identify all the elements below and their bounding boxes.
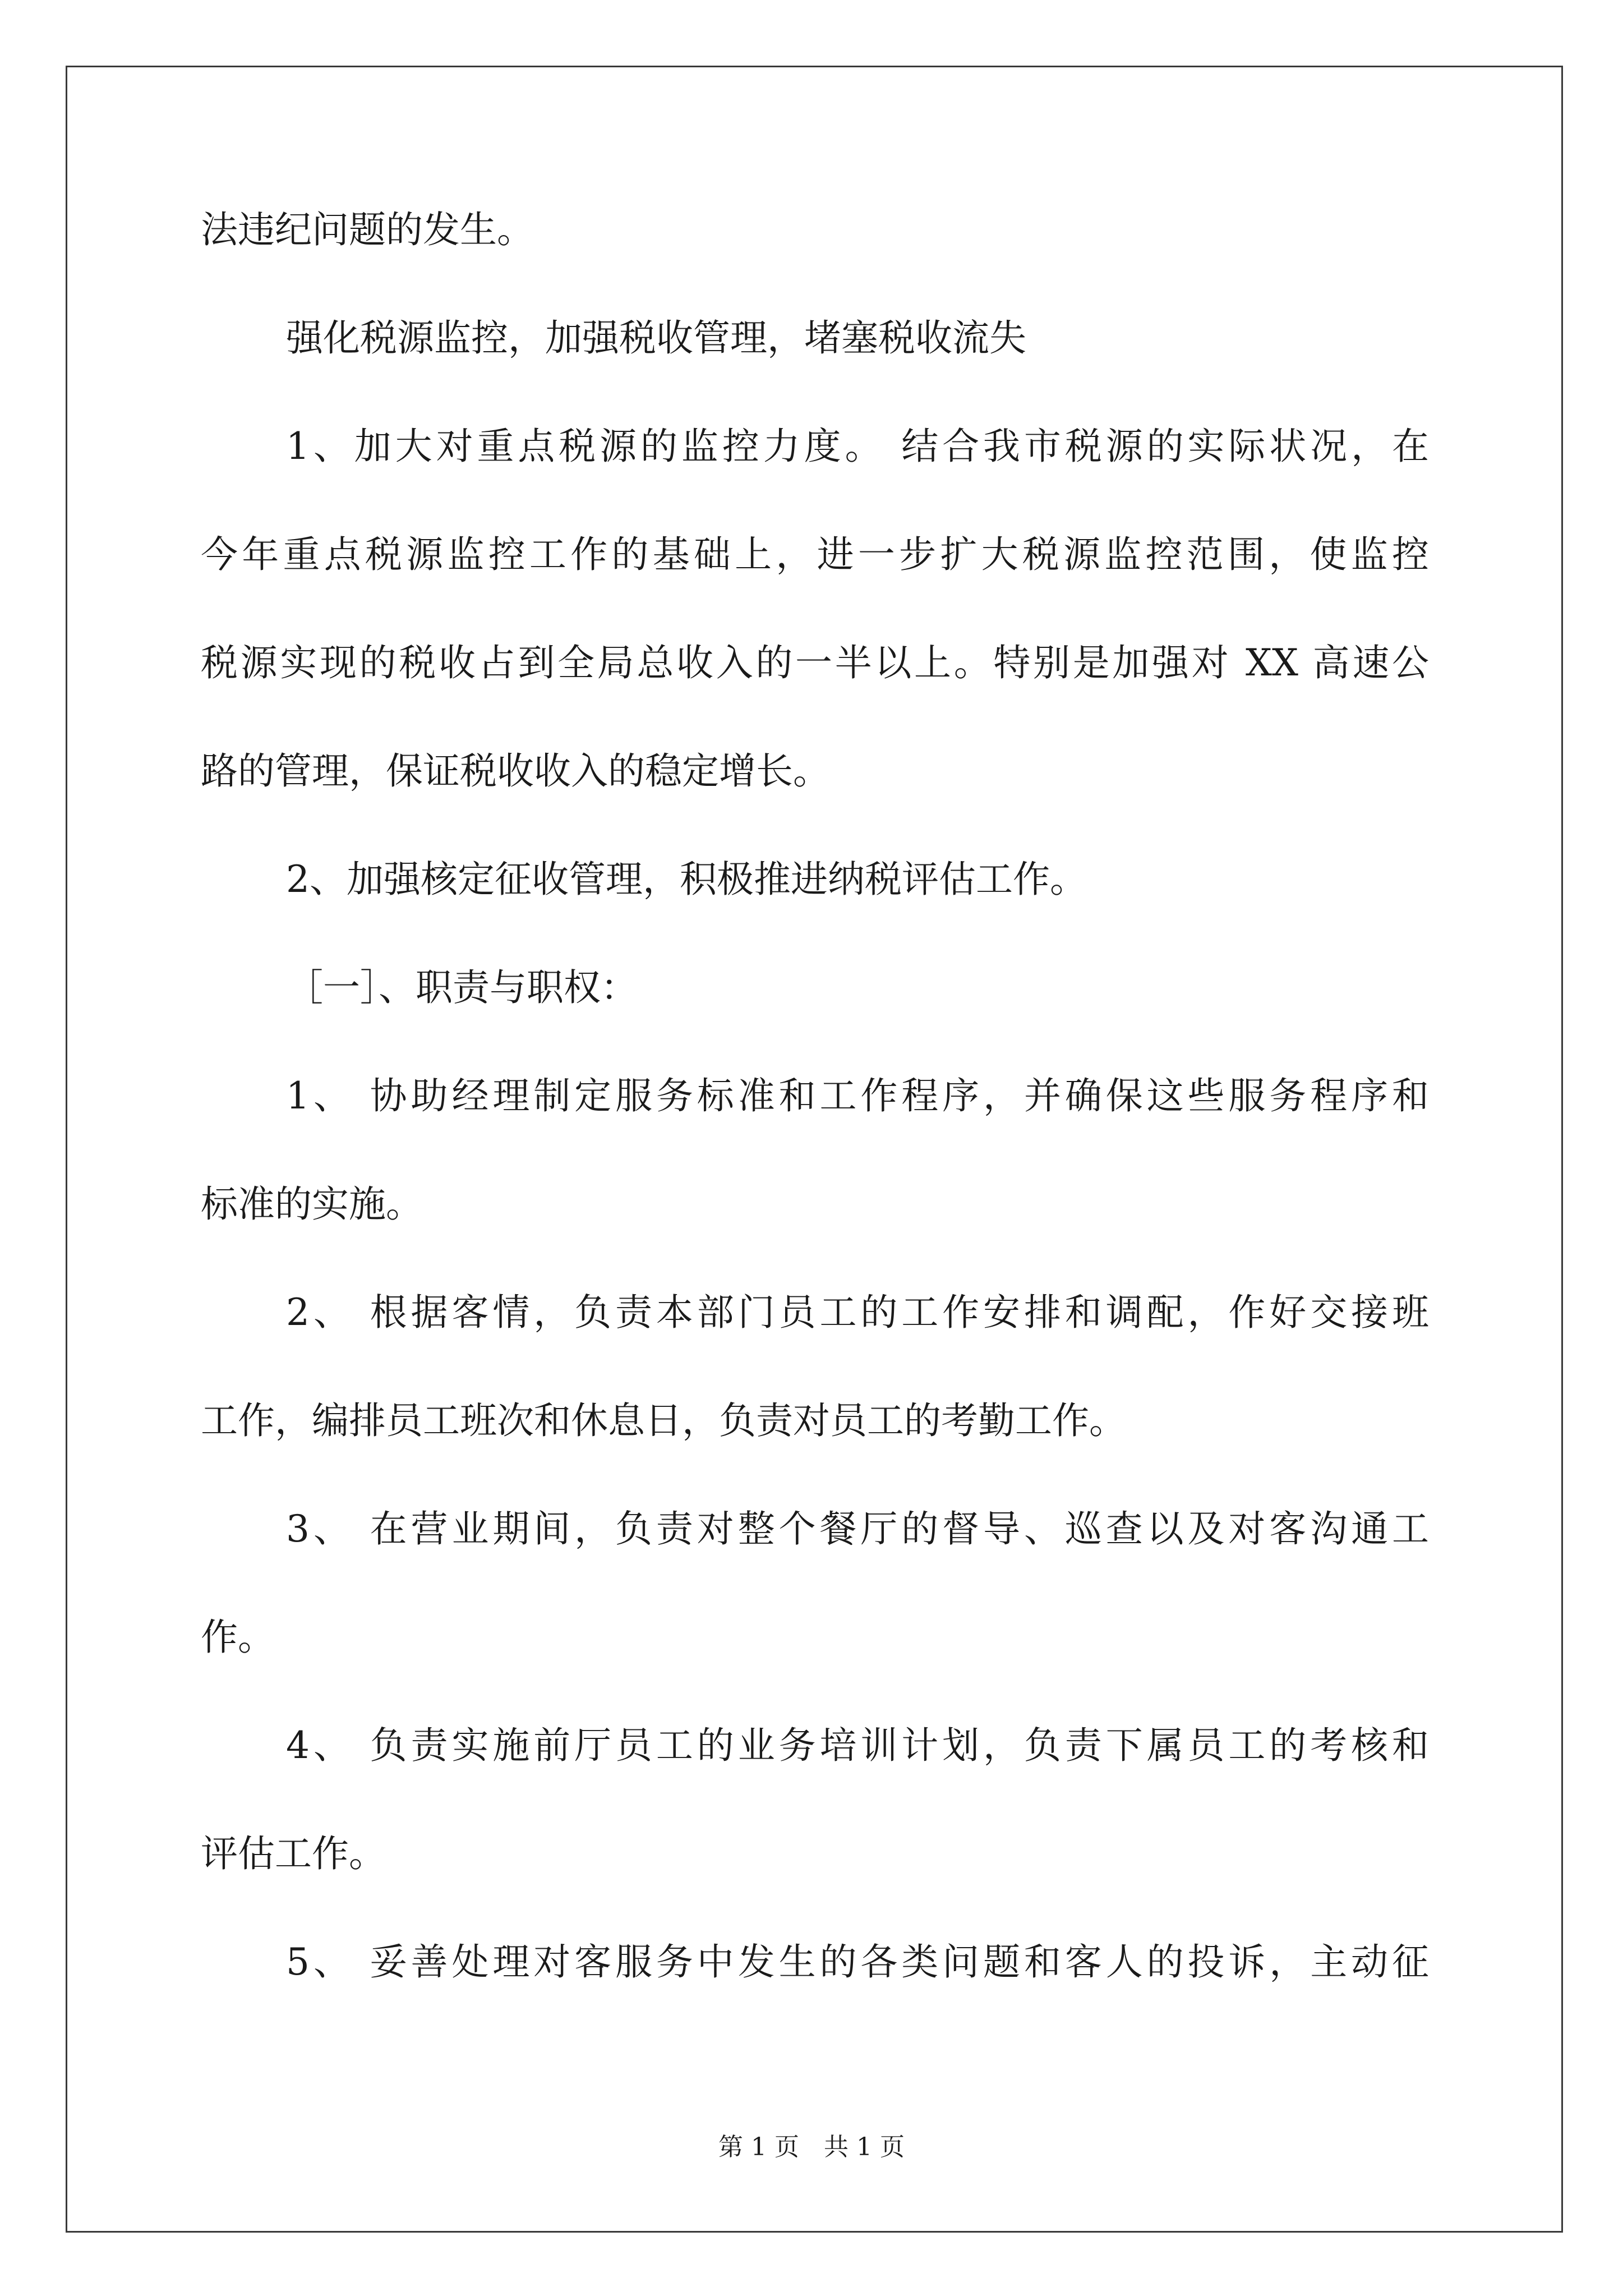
text-line: 今年重点税源监控工作的基础上，进一步扩大税源监控范围，使监控 <box>201 533 1429 576</box>
text-line: 3、 在营业期间，负责对整个餐厅的督导、巡查以及对客沟通工 <box>286 1507 1429 1550</box>
text-line: 作。 <box>201 1616 275 1659</box>
text-line: 法违纪问题的发生。 <box>201 208 534 251</box>
text-line: 工作，编排员工班次和休息日，负责对员工的考勤工作。 <box>201 1399 1126 1442</box>
text-line: 评估工作。 <box>201 1832 386 1875</box>
text-line: 路的管理，保证税收收入的稳定增长。 <box>201 749 830 793</box>
page-border <box>66 66 1563 2233</box>
text-line: 2、加强核定征收管理，积极推进纳税评估工作。 <box>286 858 1087 901</box>
text-line: 税源实现的税收占到全局总收入的一半以上。特别是加强对 XX 高速公 <box>201 641 1429 684</box>
text-line: 1、加大对重点税源的监控力度。 结合我市税源的实际状况，在 <box>286 425 1429 468</box>
text-line: 4、 负责实施前厅员工的业务培训计划，负责下属员工的考核和 <box>286 1724 1429 1767</box>
page-number-footer: 第 1 页 共 1 页 <box>718 2133 905 2161</box>
section-heading: ［一］、职责与职权： <box>286 966 638 1009</box>
text-line: 1、 协助经理制定服务标准和工作程序，并确保这些服务程序和 <box>286 1074 1429 1117</box>
text-line: 5、 妥善处理对客服务中发生的各类问题和客人的投诉，主动征 <box>286 1940 1429 1984</box>
text-line: 2、 根据客情，负责本部门员工的工作安排和调配，作好交接班 <box>286 1291 1429 1334</box>
text-line: 标准的实施。 <box>201 1182 423 1226</box>
section-heading: 强化税源监控，加强税收管理，堵塞税收流失 <box>286 316 1026 360</box>
